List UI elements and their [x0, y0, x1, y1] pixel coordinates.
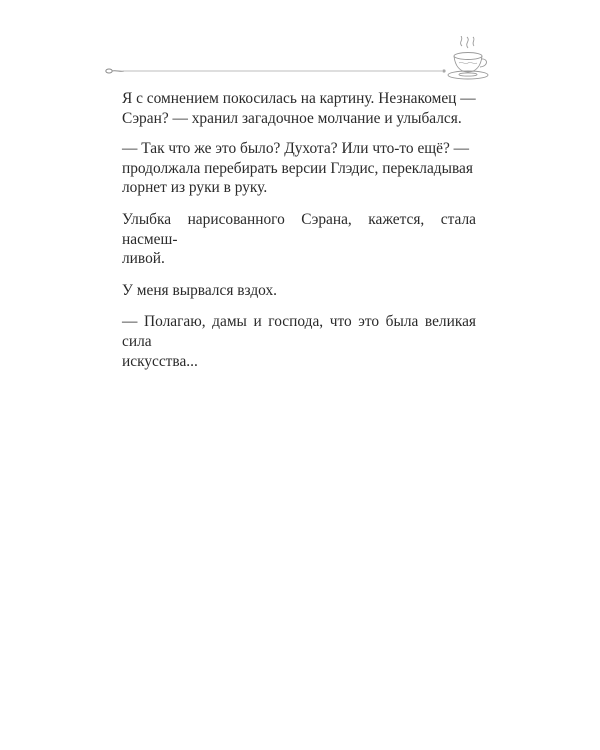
paragraph — [122, 210, 476, 269]
text-line: У меня вырвался вздох. — [122, 281, 278, 299]
header-ornament — [104, 36, 490, 84]
body-text — [122, 89, 476, 383]
text-line: продолжала перебирать версии Глэдис, перекладывая — [122, 159, 473, 177]
text-line: ливой. — [122, 250, 165, 268]
text-line: Я с сомнением покосилась на картину. Незнакомец — — [122, 90, 476, 107]
paragraph — [122, 89, 476, 128]
text-line: лорнет из руки в руку. — [122, 179, 268, 197]
header-ornament-graphic — [104, 36, 490, 84]
paragraph — [122, 139, 476, 198]
spoon-icon — [106, 69, 124, 73]
text-line: — Полагаю, дамы и господа, что это была великая сила — [122, 313, 476, 350]
rule-end-dot — [442, 69, 445, 72]
text-line: Сэран? — хранил загадочное молчание и улыбался. — [122, 109, 462, 127]
teacup-icon — [448, 36, 488, 79]
text-line: — Так что же это было? Духота? Или что-то ещё? — — [122, 140, 470, 158]
paragraph — [122, 281, 476, 301]
text-line: Улыбка нарисованного Сэрана, кажется, стала насмеш- — [122, 210, 476, 248]
paragraph — [122, 312, 476, 371]
text-line: искусства... — [122, 352, 198, 370]
